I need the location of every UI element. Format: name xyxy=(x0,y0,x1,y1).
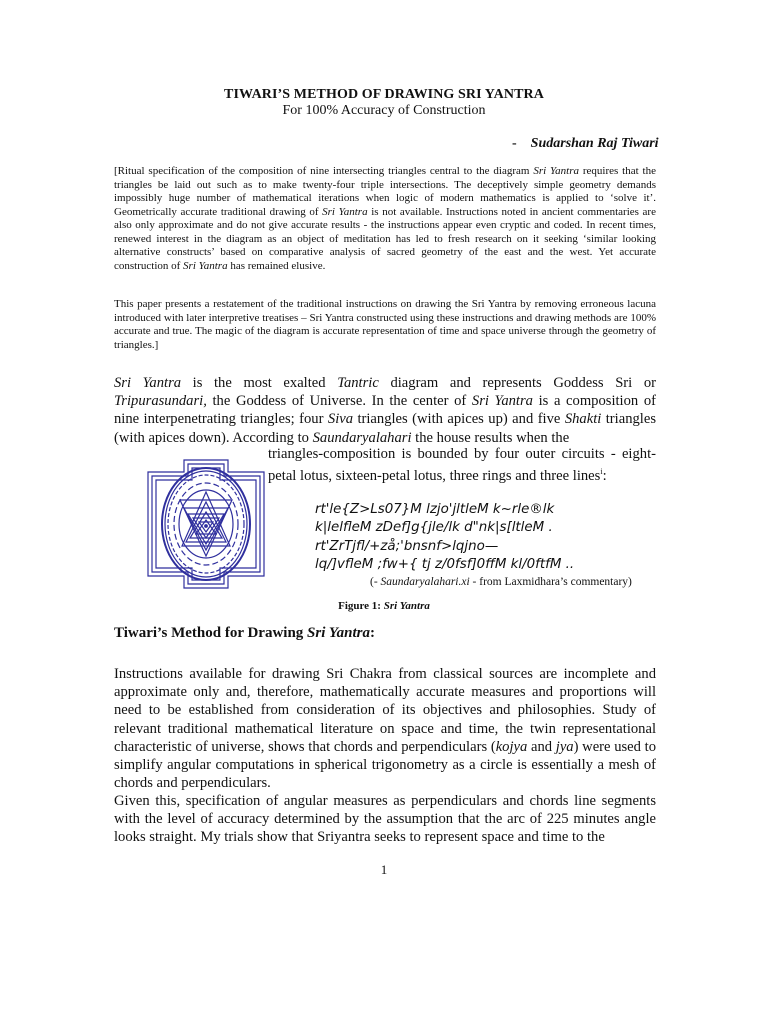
method-text: Instructions available for drawing Sri Chakra from classical sources are incomplete and approximate only and, therefore, mathematically accurate measures and proportions will need to be established from consideration of its objectives and philosophies. Study of relevant traditional mathematical literature on space and time, the twin representational characteristic of universe, shows that chords and perpendiculars ( xyxy=(114,666,656,755)
abstract-paragraph-1 xyxy=(114,165,656,273)
intro-text: triangles (with apices down). According to xyxy=(114,411,657,446)
intro-text: diagram and represents Goddess Sri or xyxy=(378,375,656,391)
lotus-eight xyxy=(174,483,238,565)
method-paragraph-1 xyxy=(114,665,656,792)
abstract-emphasis: Sri Yantra xyxy=(533,165,579,177)
intro-text: is a composition of nine interpenetrating triangles; four xyxy=(114,393,656,428)
intro-emphasis: Tantric xyxy=(337,375,379,391)
author-line xyxy=(512,136,659,152)
figure-caption-emphasis: Sri Yantra xyxy=(383,600,430,612)
outer-ring xyxy=(162,468,250,580)
intro-text: is the most exalted xyxy=(181,375,338,391)
footnote-marker: i xyxy=(600,467,603,477)
intro-emphasis: Shakti xyxy=(564,411,602,428)
intro-text: : xyxy=(602,468,607,485)
figure-caption xyxy=(0,600,768,612)
section-heading-emphasis: Sri Yantra xyxy=(307,625,371,641)
intro-paragraph xyxy=(114,374,656,447)
sri-yantra-figure xyxy=(146,458,266,590)
abstract-emphasis: Sri Yantra xyxy=(322,205,368,218)
page-number: 1 xyxy=(380,862,388,877)
intro-text: triangles (with apices up) and five xyxy=(353,411,565,428)
method-text: ) were used to simplify angular computations in spherical trigonometry as a circle is essentially a mesh of chords and perpendiculars. xyxy=(114,738,657,792)
section-heading xyxy=(114,625,375,642)
verse-line: rt'le{Z>Ls07}M lzjo'jltleM k~rle®lk xyxy=(315,502,555,517)
intro-emphasis: Saundaryalahari xyxy=(312,429,412,446)
bhupura-inner xyxy=(156,468,256,580)
figure-caption-label: Figure 1: xyxy=(338,600,384,612)
verse-source xyxy=(370,576,632,588)
verse-line: k|lelfleM zDef]g{jle/lk d"nk|s[ltleM . xyxy=(315,520,553,535)
intro-text: the house results when the xyxy=(411,429,570,446)
abstract-paragraph-2: This paper presents a restatement of the traditional instructions on drawing the Sri Yantra by removing erroneous lacuna introduced with later interpretive treatises – Sri Yantra constructed using these instructions and drawing methods are 100% accurate and true. The magic of the diagram is accurate representation of time and space universe through the geometry of triangles.] xyxy=(114,298,656,351)
author-dash: - xyxy=(512,136,517,151)
verse-line: rt'ZrTjfl/+zå;'bnsnf>lqjno— xyxy=(315,539,499,554)
method-text: and xyxy=(527,738,556,755)
section-heading-text: : xyxy=(370,625,376,641)
intro-text: the Goddess of Universe. In the center of xyxy=(206,393,472,410)
verse-source-text: - from Laxmidhara’s commentary) xyxy=(469,576,632,588)
bindu xyxy=(205,525,208,528)
intro-emphasis: Sri Yantra xyxy=(114,375,182,391)
method-emphasis: kojya xyxy=(495,738,528,755)
abstract-emphasis: Sri Yantra xyxy=(183,259,228,272)
verse-source-emphasis: Saundaryalahari.xi xyxy=(380,576,470,588)
method-emphasis: jya xyxy=(555,738,574,755)
abstract-text: [Ritual specification of the composition of nine intersecting triangles central to the diagram xyxy=(114,165,534,177)
abstract-text: is not available. Instructions noted in ancient commentaries are also only approximate and do not give accurate results - the instructions appear even cryptic and coded. In recent times, renewed interest in the diagram as an object of meditation has led to fresh research on it seeking ‘similar looking alternative constructs’ based on comparative analysis of sacred geometry of the east and the west. Yet accurate construction of xyxy=(114,205,656,272)
middle-ring xyxy=(165,471,247,577)
intro-text: triangles-composition is bounded by four outer circuits - eight-petal lotus, sixteen-petal lotus, three rings and three lines xyxy=(268,446,656,485)
abstract-text: has remained elusive. xyxy=(227,259,326,272)
verse-source-text: (- xyxy=(370,576,381,588)
author-name: Sudarshan Raj Tiwari xyxy=(530,136,659,151)
abstract-text: requires that the triangles be laid out such as to make twenty-four triple intersections. The deceptively simple geometry demands impossibly huge number of mathematical iterations when logic of modern mathematics is applied to ‘solve it’. Geometrically accurate traditional drawing of xyxy=(114,165,656,218)
intro-emphasis: Sri Yantra xyxy=(471,393,533,410)
document-subtitle: For 100% Accuracy of Construction xyxy=(282,103,486,118)
method-paragraph-2: Given this, specification of angular measures as perpendiculars and chords line segments with the level of accuracy determined by the assumption that the arc of 225 minutes angle looks straight. My trials show that Sriyantra seeks to represent space and time to the xyxy=(114,793,656,846)
intro-emphasis: Siva xyxy=(327,411,354,428)
document-title: TIWARI’S METHOD OF DRAWING SRI YANTRA xyxy=(224,87,544,102)
intro-continuation xyxy=(268,445,656,485)
intro-emphasis: Tripurasundari, xyxy=(114,393,207,410)
section-heading-text: Tiwari’s Method for Drawing xyxy=(114,625,308,641)
verse-line: lq/]vfleM ;fw+{ tj z/0fsf]0ffM kl/0ftfM .. xyxy=(315,557,575,572)
